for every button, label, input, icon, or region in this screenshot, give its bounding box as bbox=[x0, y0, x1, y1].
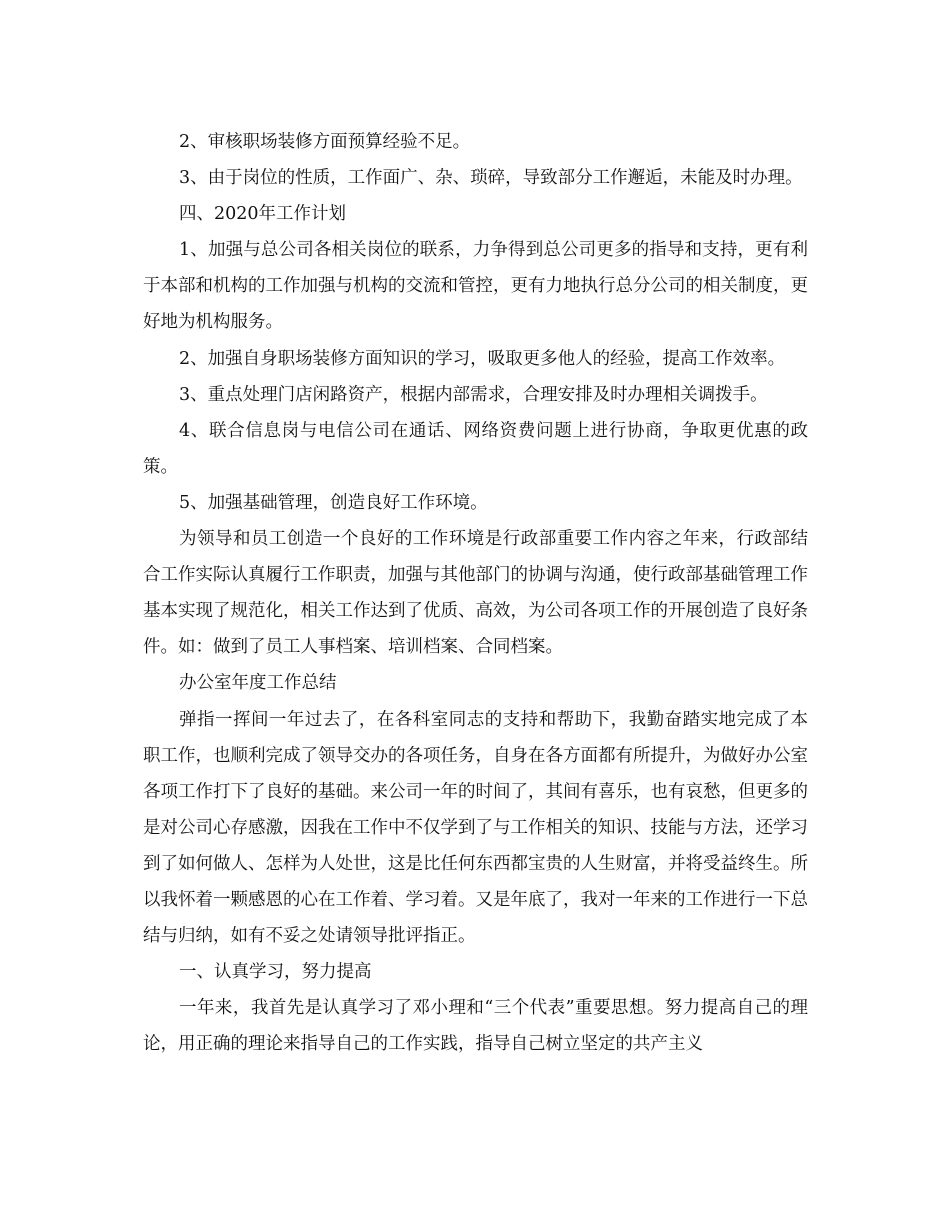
document-body bbox=[143, 124, 808, 1062]
paragraph-plan-1: 1、加强与总公司各相关岗位的联系，力争得到总公司更多的指导和支持，更有利于本部和机构的工作加强与机构的交流和管控，更有力地执行总分公司的相关制度，更好地为机构服务。 bbox=[143, 240, 808, 333]
section-heading-study: 一、认真学习，努力提高 bbox=[179, 962, 372, 983]
paragraph-plan-3: 3、重点处理门店闲路资产，根据内部需求，合理安排及时办理相关调拨手。 bbox=[179, 384, 768, 405]
paragraph-plan-5: 5、加强基础管理，创造良好工作环境。 bbox=[179, 492, 488, 513]
paragraph-plan-2: 2、加强自身职场装修方面知识的学习，吸取更多他人的经验，提高工作效率。 bbox=[179, 348, 786, 369]
section-heading-2020-plan: 四、2020年工作计划 bbox=[179, 204, 347, 225]
paragraph-item-2-review: 2、审核职场装修方面预算经验不足。 bbox=[179, 132, 471, 152]
paragraph-year-summary: 弹指一挥间一年过去了，在各科室同志的支持和帮助下，我勤奋踏实地完成了本职工作，也顺利完成了领导交办的各项任务，自身在各方面都有所提升，为做好办公室各项工作打下了良好的基础。来公司一年的时间了，其间有喜乐，也有哀愁，但更多的是对公司心存感激，因我在工作中不仅学到了与工作相关的知识、技能与方法，还学习到了如何做人、怎样为人处世，这是比任何东西都宝贵的人生财富，并将受益终生。所以我怀着一颗感恩的心在工作着、学习着。又是年底了，我对一年来的工作进行一下总结与归纳，如有不妥之处请领导批评指正。 bbox=[143, 709, 808, 947]
paragraph-plan-4: 4、联合信息岗与电信公司在通话、网络资费问题上进行协商，争取更优惠的政策。 bbox=[143, 420, 808, 477]
paragraph-item-3-position: 3、由于岗位的性质，工作面广、杂、琐碎，导致部分工作邂逅，未能及时办理。 bbox=[179, 168, 803, 189]
paragraph-work-environment: 为领导和员工创造一个良好的工作环境是行政部重要工作内容之年来，行政部结合工作实际认真履行工作职责，加强与其他部门的协调与沟通，使行政部基础管理工作基本实现了规范化，相关工作达到了优质、高效，为公司各项工作的开展创造了良好条件。如：做到了员工人事档案、培训档案、合同档案。 bbox=[143, 529, 808, 658]
paragraph-study: 一年来，我首先是认真学习了邓小理和“三个代表”重要思想。努力提高自己的理论，用正确的理论来指导自己的工作实践，指导自己树立坚定的共产主义 bbox=[143, 998, 808, 1055]
section-heading-office-summary: 办公室年度工作总结 bbox=[179, 673, 337, 694]
